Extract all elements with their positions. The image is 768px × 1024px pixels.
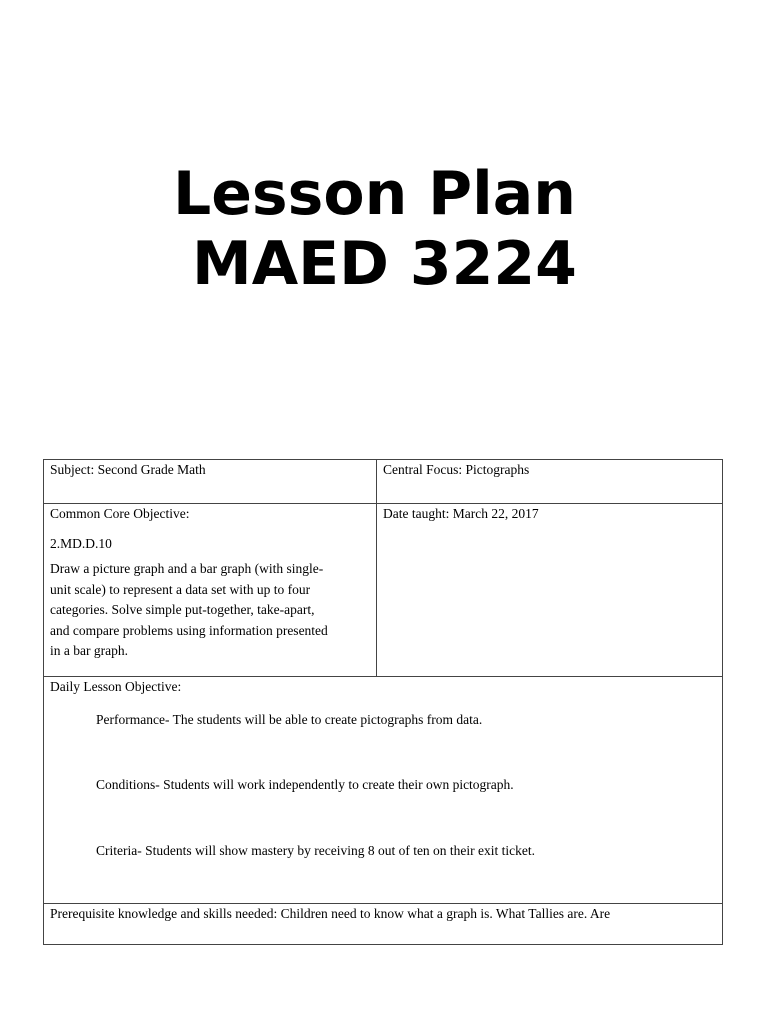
prerequisite-cell	[44, 904, 723, 945]
standard-description-line: in a bar graph.	[50, 643, 128, 658]
prerequisite-text: Prerequisite knowledge and skills needed: Children need to know what a graph is. What Tallies are. Are	[50, 906, 611, 921]
standard-description-line: Draw a picture graph and a bar graph (with single-	[50, 561, 324, 576]
central-focus-text: Central Focus: Pictographs	[383, 462, 530, 477]
title-line-course-code: MAED 3224	[192, 229, 577, 299]
date-taught-text: Date taught: March 22, 2017	[383, 506, 539, 521]
conditions-objective: Conditions- Students will work independently to create their own pictograph.	[96, 777, 514, 792]
standard-description-line: unit scale) to represent a data set with up to four	[50, 581, 311, 597]
central-focus-cell	[377, 460, 723, 504]
common-core-label: Common Core Objective:	[50, 506, 190, 521]
criteria-objective: Criteria- Students will show mastery by receiving 8 out of ten on their exit ticket.	[96, 842, 536, 858]
standard-code: 2.MD.D.10	[50, 535, 112, 551]
title-line-lesson-plan: Lesson Plan	[173, 159, 576, 229]
subject-cell	[44, 460, 377, 504]
table-row	[44, 504, 723, 677]
standard-description-line: and compare problems using information presented	[50, 622, 328, 638]
table-row	[44, 677, 723, 904]
table-row	[44, 904, 723, 945]
table-row	[44, 460, 723, 504]
standard-description-line: categories. Solve simple put-together, take-apart,	[50, 602, 315, 617]
lesson-plan-table	[43, 459, 723, 945]
common-core-cell	[44, 504, 377, 677]
daily-objective-cell	[44, 677, 723, 904]
performance-objective: Performance- The students will be able to create pictographs from data.	[96, 711, 483, 727]
date-taught-cell	[377, 504, 723, 677]
subject-text: Subject: Second Grade Math	[50, 462, 206, 477]
daily-objective-label: Daily Lesson Objective:	[50, 679, 182, 694]
